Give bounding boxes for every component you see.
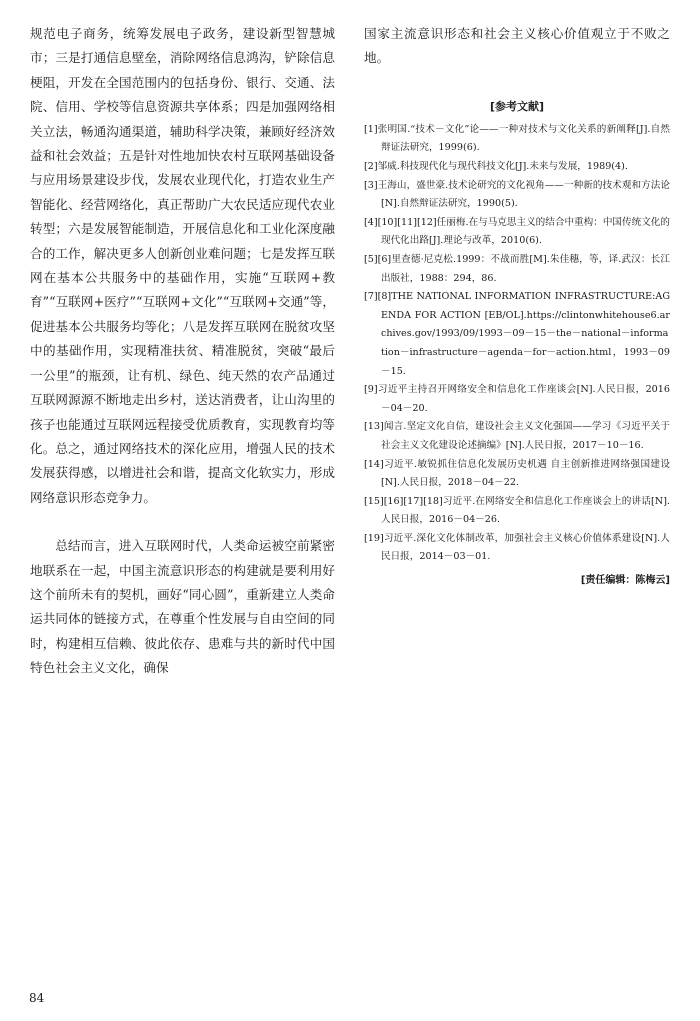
reference-item: [7][8]THE NATIONAL INFORMATION INFRASTRUCTURE:AGENDA FOR ACTION [EB/OL].https://clintonwhitehouse6.archives.gov/1993/09/1993－09－15－the－national－information－infrastructure－agenda－for－action.html，1993－09－15. bbox=[364, 291, 670, 377]
reference-item: [3]王海山，盛世豪.技术论研究的文化视角——一种新的技术观和方法论[N].自然辩证法研究，1990(5). bbox=[364, 179, 670, 210]
references-heading: [参考文献] bbox=[489, 99, 545, 113]
reference-item: [9]习近平主持召开网络安全和信息化工作座谈会[N].人民日报，2016－04－20. bbox=[364, 384, 670, 414]
editor-note: [责任编辑：陈梅云] bbox=[580, 575, 670, 587]
references-list bbox=[364, 121, 670, 567]
reference-item: [4][10][11][12]任丽梅.在与马克思主义的结合中重构：中国传统文化的现代化出路[J].理论与改革，2010(6). bbox=[364, 216, 670, 247]
reference-item: [13]闻言.坚定文化自信，建设社会主义文化强国——学习《习近平关于社会主义文化建设论述摘编》[N].人民日报，2017－10－16. bbox=[364, 421, 670, 451]
right-column bbox=[364, 22, 670, 589]
reference-item: [5][6]里查德·尼克松.1999：不战而胜[M].朱佳穗，等，译.武汉：长江出版社，1988：294，86. bbox=[364, 253, 670, 284]
reference-item: [2]邹威.科技现代化与现代科技文化[J].未来与发展，1989(4). bbox=[364, 161, 628, 172]
page-number: 84 bbox=[29, 991, 45, 1005]
body-paragraph-2: 总结而言，进入互联网时代，人类命运被空前紧密地联系在一起，中国主流意识形态的构建就是要利用好这个前所未有的契机，画好“同心圆”，重新建立人类命运共同体的链接方式，在尊重个性发展与自由空间的同时，构建相互信赖、彼此依存、患难与共的新时代中国特色社会主义文化，确保 bbox=[30, 538, 335, 676]
reference-item: [15][16][17][18]习近平.在网络安全和信息化工作座谈会上的讲话[N].人民日报，2016－04－26. bbox=[364, 495, 670, 526]
reference-item: [19]习近平.深化文化体制改革，加强社会主义核心价值体系建设[N].人民日报，2014－03－01. bbox=[364, 532, 670, 563]
body-paragraph-tail: 国家主流意识形态和社会主义核心价值观立于不败之地。 bbox=[364, 26, 670, 66]
left-column bbox=[30, 22, 335, 681]
reference-item: [14]习近平.敏锐抓住信息化发展历史机遇 自主创新推进网络强国建设[N].人民日报，2018－04－22. bbox=[364, 458, 670, 489]
reference-item: [1]张明国.“技术－文化”论——一种对技术与文化关系的新阐释[J].自然辩证法研究，1999(6). bbox=[364, 123, 670, 154]
body-paragraph-1: 规范电子商务，统筹发展电子政务，建设新型智慧城市；三是打通信息壁垒，消除网络信息鸿沟，铲除信息梗阻，开发在全国范围内的包括身份、银行、交通、法院、信用、学校等信息资源共享体系；四是加强网络相关立法，畅通沟通渠道，辅助科学决策，兼顾好经济效益和社会效益；五是针对性地加快农村互联网基础设备与应用场景建设步伐，发展农业现代化，打造农业生产智能化、经营网络化，真正帮助广大农民适应现代农业转型；六是发展智能制造，开展信息化和工业化深度融合的工作，解决更多人创新创业难问题；七是发挥互联网在基本公共服务中的基础作用，实施“互联网+教育”“互联网+医疗”“互联网+文化”“互联网+交通”等，促进基本公共服务均等化；八是发挥互联网在脱贫攻坚中的基础作用，实现精准扶贫、精准脱贫，突破“最后一公里”的瓶颈，让有机、绿色、纯天然的农产品通过互联网源源不断地走出乡村，送达消费者，让山沟里的孩子也能通过互联网远程接受优质教育，实现教育均等化。总之，通过网络技术的深化应用，增强人民的技术发展获得感，以增进社会和谐，提高文化软实力，形成网络意识形态竞争力。 bbox=[30, 26, 335, 505]
